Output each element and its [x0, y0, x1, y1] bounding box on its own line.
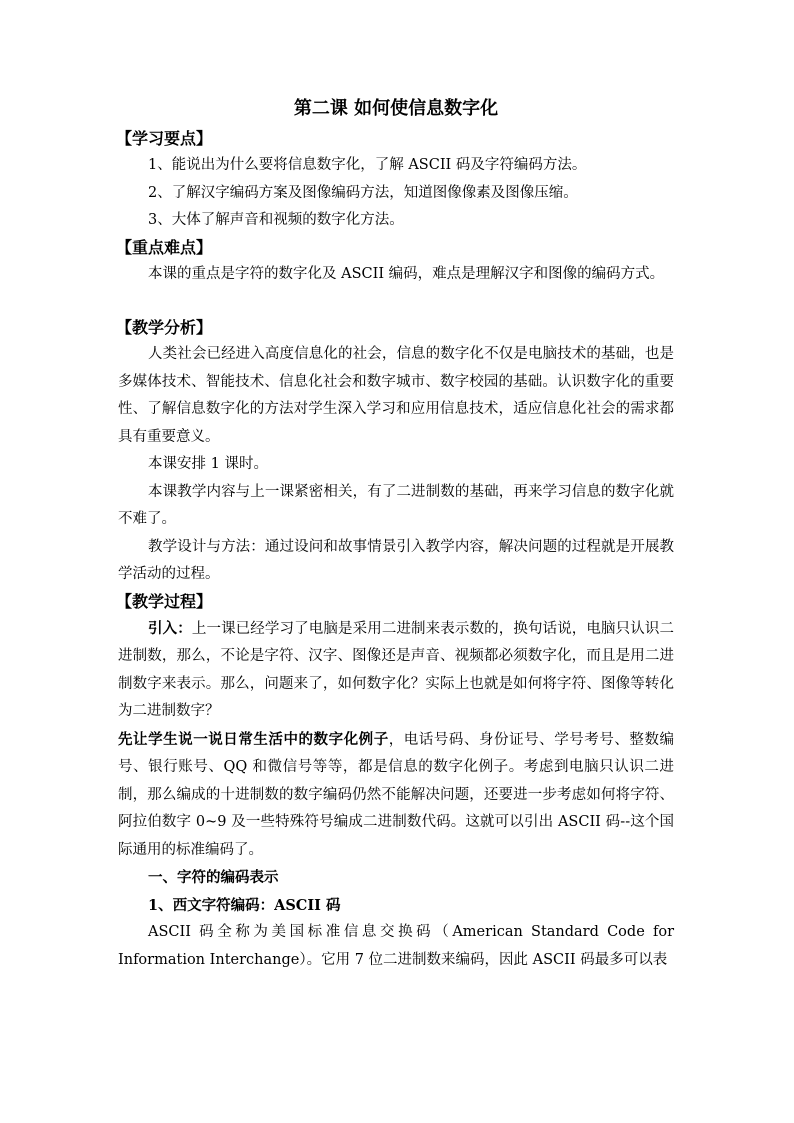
- goal-item-1: 1、能说出为什么要将信息数字化，了解 ASCII 码及字符编码方法。: [148, 157, 587, 173]
- intro-paragraph: [118, 615, 674, 726]
- section-heading-process: 【教学过程】: [116, 591, 213, 611]
- analysis-paragraph-1: 人类社会已经进入高度信息化的社会，信息的数字化不仅是电脑技术的基础，也是多媒体技术、智能技术、信息化社会和数字城市、数字校园的基础。认识数字化的重要性、了解信息数字化的方法对学生深入学习和应用信息技术，适应信息化社会的需求都具有重要意义。: [118, 346, 674, 445]
- goal-item-3: 3、大体了解声音和视频的数字化方法。: [148, 212, 404, 228]
- subheading-ascii: 1、西文字符编码：ASCII 码: [148, 896, 341, 914]
- intro-text: 上一课已经学习了电脑是采用二进制来表示数的，换句话说，电脑只认识二进制数，那么，不论是字符、汉字、图像还是声音、视频都必须数字化，而且是用二进制数字来表示。那么，问题来了，如何数字化？实际上也就是如何将字符、图像等转化为二进制数字？: [118, 620, 674, 719]
- goal-item-2: 2、了解汉字编码方案及图像编码方法，知道图像像素及图像压缩。: [148, 184, 578, 201]
- subheading-character-encoding: 一、字符的编码表示: [148, 869, 279, 886]
- example-paragraph: [118, 726, 674, 865]
- analysis-paragraph-3: 本课教学内容与上一课紧密相关，有了二进制数的基础，再来学习信息的数字化就不难了。: [118, 483, 674, 527]
- document-page: [118, 92, 674, 974]
- ascii-paragraph: ASCII 码全称为美国标准信息交换码（American Standard Code for Information Interchange）。它用 7 位二进制数来编码，因此 ASCII 码最多可以表: [118, 924, 674, 968]
- keypoints-paragraph: 本课的重点是字符的数字化及 ASCII 编码，难点是理解汉字和图像的编码方式。: [148, 265, 665, 282]
- analysis-paragraph-4: 教学设计与方法：通过设问和故事情景引入教学内容，解决问题的过程就是开展教学活动的过程。: [118, 538, 674, 582]
- analysis-paragraph-2: 本课安排 1 课时。: [148, 456, 268, 472]
- section-heading-analysis: 【教学分析】: [116, 318, 213, 337]
- example-label: 先让学生说一说日常生活中的数字化例子: [118, 730, 389, 748]
- section-heading-goals: 【学习要点】: [116, 129, 213, 148]
- blank-line: [118, 288, 674, 315]
- section-heading-keypoints: 【重点难点】: [116, 237, 213, 257]
- example-text: ，电话号码、身份证号、学号考号、整数编号、银行账号、QQ 和微信号等等，都是信息的数字化例子。考虑到电脑只认识二进制，那么编成的十进制数的数字编码仍然不能解决问题，还要进一步考虑如何将字符、阿拉伯数字 0~9 及一些特殊符号编成二进制数代码。这就可以引出 ASCII 码--这个国际通用的标准编码了。: [118, 731, 674, 858]
- intro-label: 引入：: [148, 619, 192, 637]
- document-title: 第二课 如何使信息数字化: [293, 98, 499, 119]
